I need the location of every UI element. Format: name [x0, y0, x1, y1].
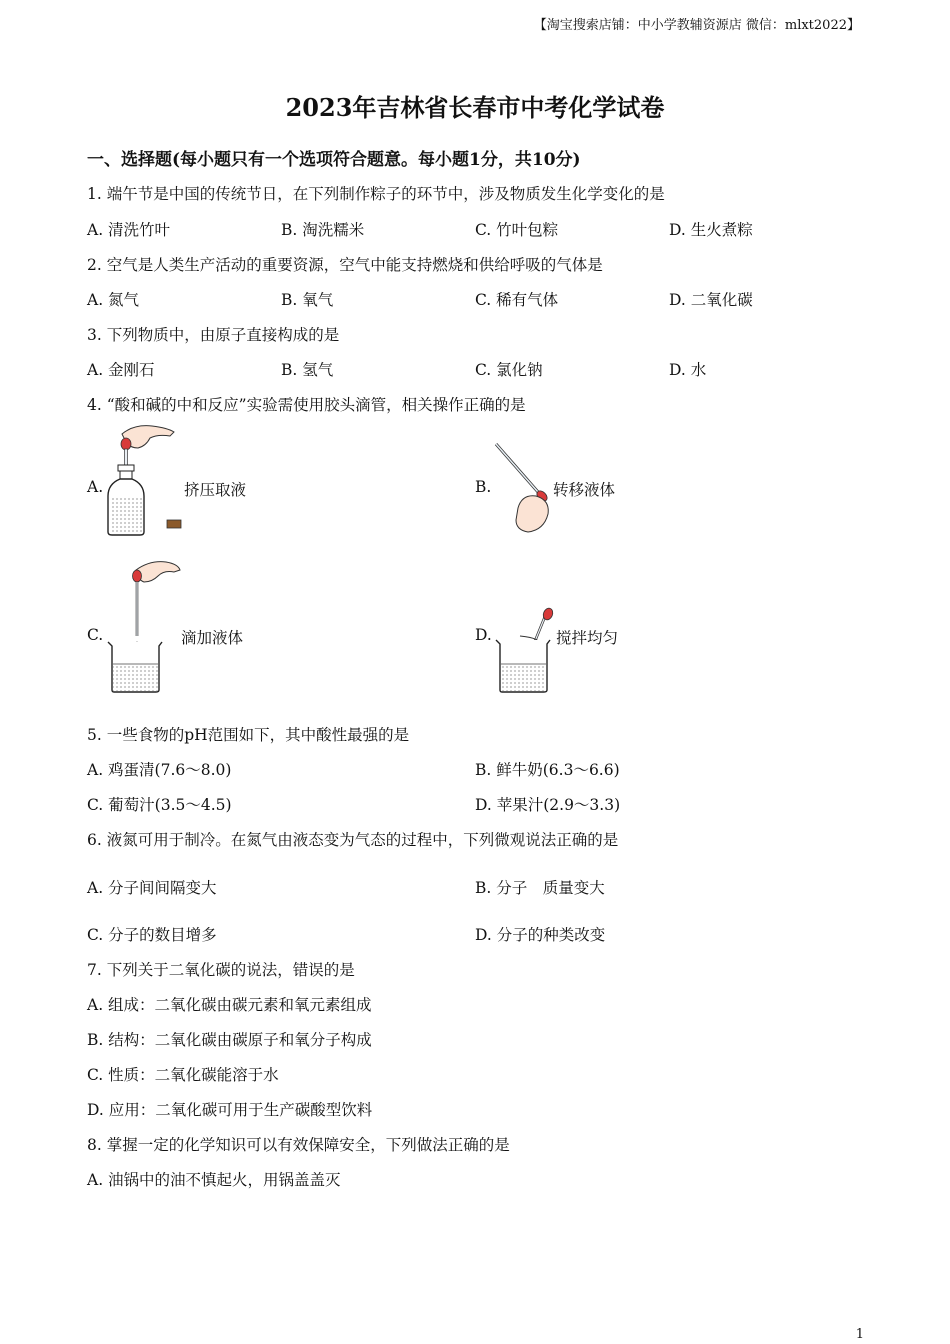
q4-option-c-letter[interactable]: C. [87, 626, 104, 644]
q3-option-a[interactable]: A. 金刚石 [87, 361, 155, 379]
q4-option-d-caption: 搅拌均匀 [556, 629, 619, 647]
question-1-stem: 1. 端午节是中国的传统节日，在下列制作粽子的环节中，涉及物质发生化学变化的是 [87, 185, 665, 203]
q2-option-c[interactable]: C. 稀有气体 [475, 291, 559, 309]
q3-option-d[interactable]: D. 水 [669, 361, 707, 379]
section-title: 一、选择题(每小题只有一个选项符合题意。每小题1分，共10分) [87, 150, 581, 170]
q7-option-a[interactable]: A. 组成：二氧化碳由碳元素和氧元素组成 [87, 996, 372, 1014]
q1-option-d[interactable]: D. 生火煮粽 [669, 221, 753, 239]
q3-option-b[interactable]: B. 氢气 [281, 361, 334, 379]
page-title: 2023年吉林省长春市中考化学试卷 [285, 93, 665, 122]
page-number: 1 [855, 1327, 864, 1342]
q8-option-a[interactable]: A. 油锅中的油不慎起火，用锅盖盖灭 [87, 1171, 341, 1189]
q2-option-a[interactable]: A. 氮气 [87, 291, 140, 309]
q7-option-c[interactable]: C. 性质：二氧化碳能溶于水 [87, 1066, 279, 1084]
question-6-stem: 6. 液氮可用于制冷。在氮气由液态变为气态的过程中，下列微观说法正确的是 [87, 831, 619, 849]
q4-option-a-letter[interactable]: A. [87, 478, 104, 496]
question-8-stem: 8. 掌握一定的化学知识可以有效保障安全，下列做法正确的是 [87, 1136, 510, 1154]
question-5-stem: 5. 一些食物的pH范围如下，其中酸性最强的是 [87, 726, 410, 744]
q2-option-d[interactable]: D. 二氧化碳 [669, 291, 753, 309]
q4-option-a-caption: 挤压取液 [184, 481, 247, 499]
question-4-stem: 4. “酸和碱的中和反应”实验需使用胶头滴管，相关操作正确的是 [87, 396, 526, 414]
header-note: 【淘宝搜索店铺：中小学教辅资源店 微信：mlxt2022】 [533, 18, 860, 33]
dropping-liquid-figure [104, 558, 184, 698]
question-7-stem: 7. 下列关于二氧化碳的说法，错误的是 [87, 961, 355, 979]
q6-option-c[interactable]: C. 分子的数目增多 [87, 926, 217, 944]
q7-option-d[interactable]: D. 应用：二氧化碳可用于生产碳酸型饮料 [87, 1101, 373, 1119]
q1-option-b[interactable]: B. 淘洗糯米 [281, 221, 365, 239]
q5-option-a[interactable]: A. 鸡蛋清(7.6～8.0) [87, 761, 232, 779]
question-3-stem: 3. 下列物质中，由原子直接构成的是 [87, 326, 340, 344]
q1-option-c[interactable]: C. 竹叶包粽 [475, 221, 559, 239]
stirring-dropper-figure [494, 606, 558, 698]
q5-option-d[interactable]: D. 苹果汁(2.9～3.3) [475, 796, 621, 814]
q4-option-c-caption: 滴加液体 [181, 629, 244, 647]
squeeze-dropper-figure [100, 422, 190, 540]
q3-option-c[interactable]: C. 氯化钠 [475, 361, 543, 379]
q2-option-b[interactable]: B. 氧气 [281, 291, 334, 309]
q6-option-d[interactable]: D. 分子的种类改变 [475, 926, 606, 944]
q6-option-b[interactable]: B. 分子 质量变大 [475, 879, 605, 897]
q5-option-b[interactable]: B. 鲜牛奶(6.3～6.6) [475, 761, 620, 779]
question-2-stem: 2. 空气是人类生产活动的重要资源，空气中能支持燃烧和供给呼吸的气体是 [87, 256, 603, 274]
tilted-dropper-figure [492, 440, 562, 540]
q5-option-c[interactable]: C. 葡萄汁(3.5～4.5) [87, 796, 232, 814]
q7-option-b[interactable]: B. 结构：二氧化碳由碳原子和氧分子构成 [87, 1031, 372, 1049]
q4-option-b-letter[interactable]: B. [475, 478, 492, 496]
q4-option-b-caption: 转移液体 [553, 481, 616, 499]
q1-option-a[interactable]: A. 清洗竹叶 [87, 221, 171, 239]
q6-option-a[interactable]: A. 分子间间隔变大 [87, 879, 217, 897]
q4-option-d-letter[interactable]: D. [475, 626, 492, 644]
